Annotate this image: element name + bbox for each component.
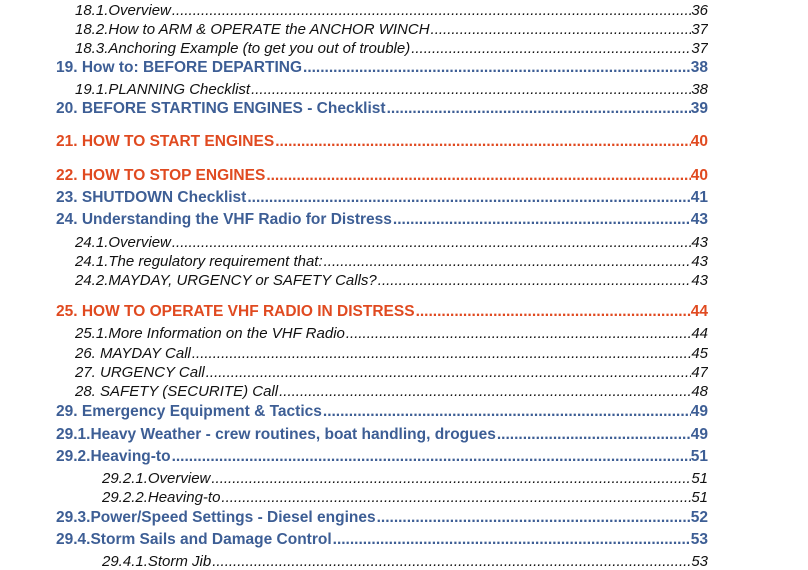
toc-entry-title: 28. SAFETY (SECURITE) Call <box>75 383 279 400</box>
dot-leader <box>172 2 691 19</box>
toc-entry[interactable] <box>102 553 708 570</box>
toc-entry-page: 51 <box>691 470 708 487</box>
toc-entry-page: 37 <box>691 40 708 57</box>
toc-entry[interactable] <box>56 531 708 549</box>
toc-entry-title: 25.1.More Information on the VHF Radio <box>75 325 345 342</box>
toc-entry-title: 18.2.How to ARM & OPERATE the ANCHOR WINCH <box>75 21 430 38</box>
toc-entry[interactable] <box>56 59 708 77</box>
dot-leader <box>212 553 691 570</box>
toc-entry-page: 41 <box>690 189 708 206</box>
toc-entry-page: 37 <box>691 21 708 38</box>
dot-leader <box>275 133 691 151</box>
toc-entry-page: 36 <box>691 2 708 19</box>
toc-entry-title: 24.1.Overview <box>75 234 171 251</box>
toc-entry-title: 29.1.Heavy Weather - crew routines, boat handling, drogues <box>56 426 496 443</box>
toc-entry-title: 24. Understanding the VHF Radio for Distress <box>56 211 392 228</box>
toc-entry-page: 49 <box>690 403 708 420</box>
toc-entry[interactable] <box>75 345 708 362</box>
toc-entry[interactable] <box>75 234 708 251</box>
toc-entry[interactable] <box>75 81 708 98</box>
toc-entry-page: 47 <box>691 364 708 381</box>
toc-entry[interactable] <box>56 403 708 421</box>
toc-entry[interactable] <box>56 167 708 185</box>
toc-entry-title: 29. Emergency Equipment & Tactics <box>56 403 322 420</box>
toc-entry-title: 25. HOW TO OPERATE VHF RADIO IN DISTRESS <box>56 303 415 320</box>
toc-entry[interactable] <box>75 383 708 400</box>
toc-entry-page: 43 <box>691 253 708 270</box>
toc-entry-title: 21. HOW TO START ENGINES <box>56 133 275 150</box>
toc-entry-title: 24.2.MAYDAY, URGENCY or SAFETY Calls? <box>75 272 377 289</box>
dot-leader <box>378 272 692 289</box>
toc-entry-title: 22. HOW TO STOP ENGINES <box>56 167 266 184</box>
dot-leader <box>251 81 691 98</box>
toc-entry-page: 43 <box>690 211 708 228</box>
toc-entry[interactable] <box>75 40 708 57</box>
dot-leader <box>266 167 690 185</box>
toc-entry-page: 39 <box>690 100 708 117</box>
dot-leader <box>206 364 692 381</box>
toc-entry-title: 19.1.PLANNING Checklist <box>75 81 251 98</box>
toc-entry-page: 51 <box>690 448 708 465</box>
toc-entry-page: 38 <box>690 59 708 76</box>
toc-entry-page: 44 <box>690 303 708 320</box>
toc-entry-page: 44 <box>691 325 708 342</box>
dot-leader <box>387 100 691 118</box>
toc-entry-page: 43 <box>691 272 708 289</box>
toc-entry-page: 51 <box>691 489 708 506</box>
dot-leader <box>192 345 691 362</box>
toc-entry-title: 29.3.Power/Speed Settings - Diesel engines <box>56 509 376 526</box>
toc-entry-title: 23. SHUTDOWN Checklist <box>56 189 247 206</box>
dot-leader <box>324 253 692 270</box>
toc-entry[interactable] <box>75 325 708 342</box>
toc-entry[interactable] <box>56 211 708 229</box>
toc-entry-title: 29.2.Heaving-to <box>56 448 171 465</box>
toc-entry[interactable] <box>56 133 708 151</box>
dot-leader <box>172 234 691 251</box>
dot-leader <box>333 531 691 549</box>
toc-entry[interactable] <box>56 448 708 466</box>
toc-entry-title: 19. How to: BEFORE DEPARTING <box>56 59 303 76</box>
toc-entry-page: 49 <box>690 426 708 443</box>
toc-entry-page: 40 <box>690 167 708 184</box>
toc-entry-page: 45 <box>691 345 708 362</box>
toc-entry-title: 20. BEFORE STARTING ENGINES - Checklist <box>56 100 386 117</box>
toc-entry-title: 27. URGENCY Call <box>75 364 205 381</box>
toc-entry[interactable] <box>102 489 708 506</box>
dot-leader <box>497 426 691 444</box>
dot-leader <box>247 189 690 207</box>
dot-leader <box>279 383 691 400</box>
dot-leader <box>411 40 691 57</box>
toc-entry-page: 53 <box>691 553 708 570</box>
dot-leader <box>221 489 691 506</box>
dot-leader <box>323 403 691 421</box>
dot-leader <box>416 303 691 321</box>
toc-entry-title: 18.3.Anchoring Example (to get you out of trouble) <box>75 40 411 57</box>
toc-entry[interactable] <box>75 272 708 289</box>
toc-entry[interactable] <box>56 426 708 444</box>
toc-entry-title: 18.1.Overview <box>75 2 171 19</box>
toc-entry-page: 52 <box>690 509 708 526</box>
dot-leader <box>346 325 691 342</box>
toc-entry-title: 24.1.The regulatory requirement that: <box>75 253 323 270</box>
dot-leader <box>211 470 691 487</box>
toc-entry[interactable] <box>102 470 708 487</box>
dot-leader <box>377 509 691 527</box>
toc-entry-title: 29.2.2.Heaving-to <box>102 489 221 506</box>
toc-entry[interactable] <box>56 509 708 527</box>
toc-entry[interactable] <box>75 253 708 270</box>
toc-entry-page: 43 <box>691 234 708 251</box>
dot-leader <box>172 448 691 466</box>
dot-leader <box>303 59 691 77</box>
toc-entry[interactable] <box>56 303 708 321</box>
toc-entry[interactable] <box>75 364 708 381</box>
toc-entry-page: 38 <box>691 81 708 98</box>
dot-leader <box>393 211 691 229</box>
toc-entry-title: 29.2.1.Overview <box>102 470 211 487</box>
toc-entry[interactable] <box>56 100 708 118</box>
toc-entry-title: 26. MAYDAY Call <box>75 345 191 362</box>
dot-leader <box>431 21 692 38</box>
toc-entry-page: 40 <box>690 133 708 150</box>
toc-entry[interactable] <box>56 189 708 207</box>
toc-entry[interactable] <box>75 2 708 19</box>
toc-entry-title: 29.4.Storm Sails and Damage Control <box>56 531 332 548</box>
toc-entry-page: 53 <box>690 531 708 548</box>
toc-entry-page: 48 <box>691 383 708 400</box>
toc-entry-title: 29.4.1.Storm Jib <box>102 553 212 570</box>
toc-entry[interactable] <box>75 21 708 38</box>
